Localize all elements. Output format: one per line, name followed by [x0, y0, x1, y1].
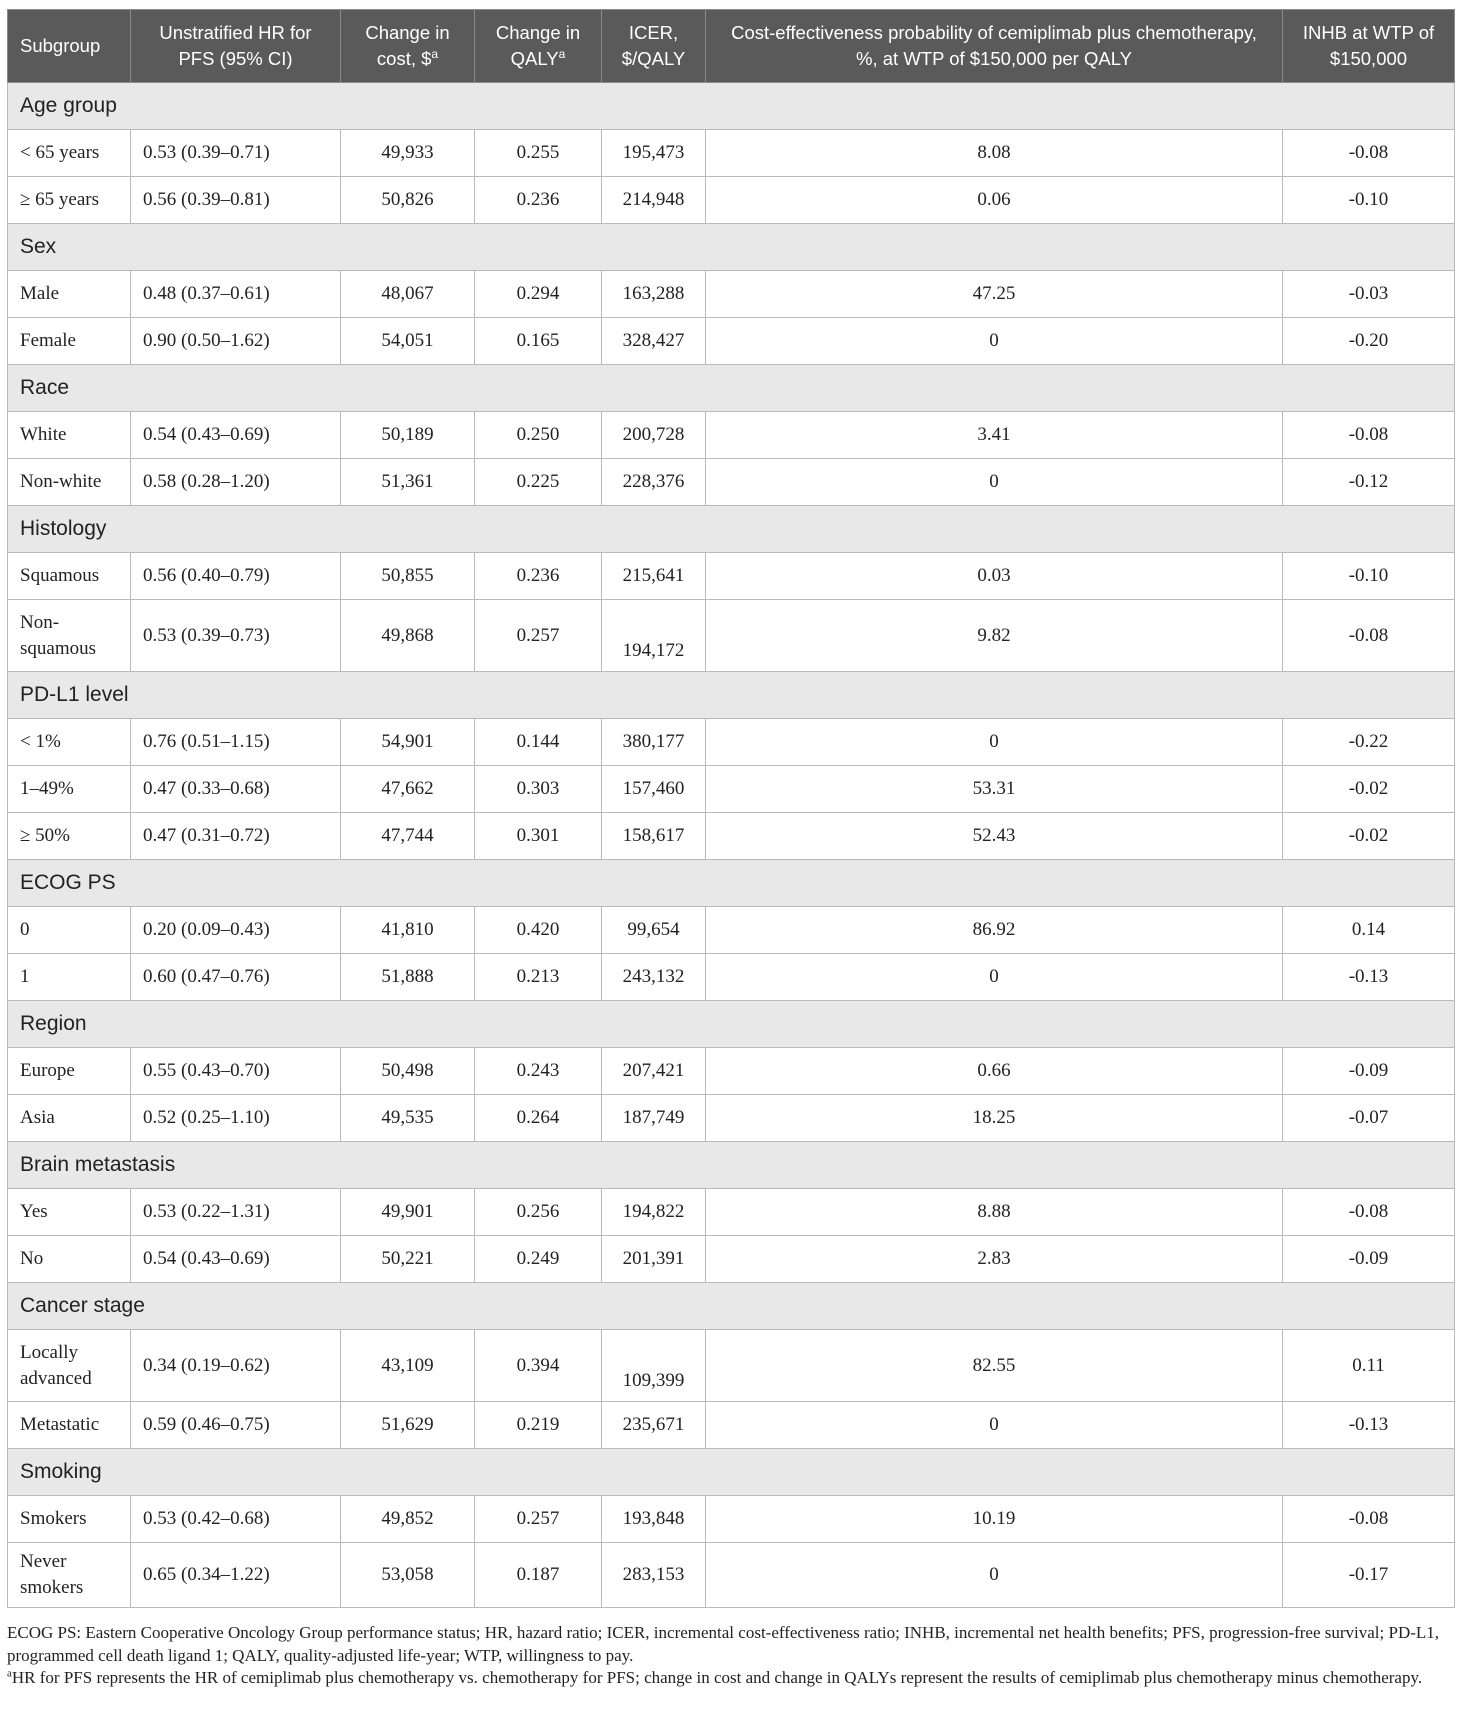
cell-qaly: 0.144: [475, 719, 602, 766]
table-row: [8, 553, 1455, 600]
cell-hr: 0.52 (0.25–1.10): [131, 1095, 341, 1142]
cell-qaly: 0.294: [475, 271, 602, 318]
cell-probability: 9.82: [706, 600, 1283, 672]
cell-qaly: 0.243: [475, 1048, 602, 1095]
group-header-row: [8, 1449, 1455, 1496]
header-cost: [341, 10, 475, 83]
cell-cost: 49,535: [341, 1095, 475, 1142]
cell-subgroup: Male: [8, 271, 131, 318]
cell-subgroup: Asia: [8, 1095, 131, 1142]
table-header: [8, 10, 1455, 83]
cell-icer: 201,391: [602, 1236, 706, 1283]
cell-subgroup: Non-white: [8, 459, 131, 506]
cell-inhb: -0.02: [1283, 813, 1455, 860]
cell-hr: 0.58 (0.28–1.20): [131, 459, 341, 506]
header-hr-text: Unstratified HR for PFS (95% CI): [159, 22, 312, 69]
cell-subgroup: Non-squamous: [8, 600, 131, 672]
cell-cost: 47,744: [341, 813, 475, 860]
cell-subgroup: No: [8, 1236, 131, 1283]
cell-qaly: 0.219: [475, 1402, 602, 1449]
cell-probability: 0: [706, 1543, 1283, 1608]
cell-hr: 0.56 (0.39–0.81): [131, 177, 341, 224]
cell-probability: 86.92: [706, 907, 1283, 954]
cell-qaly: 0.257: [475, 600, 602, 672]
cell-qaly: 0.264: [475, 1095, 602, 1142]
cell-cost: 51,888: [341, 954, 475, 1001]
cell-hr: 0.54 (0.43–0.69): [131, 412, 341, 459]
cell-subgroup: 1–49%: [8, 766, 131, 813]
cell-probability: 10.19: [706, 1496, 1283, 1543]
cell-inhb: -0.09: [1283, 1236, 1455, 1283]
cell-qaly: 0.225: [475, 459, 602, 506]
table-row: [8, 954, 1455, 1001]
table-row: [8, 318, 1455, 365]
cell-probability: 53.31: [706, 766, 1283, 813]
cell-cost: 49,901: [341, 1189, 475, 1236]
cell-probability: 3.41: [706, 412, 1283, 459]
cell-subgroup: Yes: [8, 1189, 131, 1236]
cell-cost: 54,051: [341, 318, 475, 365]
cell-hr: 0.48 (0.37–0.61): [131, 271, 341, 318]
cell-cost: 41,810: [341, 907, 475, 954]
cell-subgroup: 1: [8, 954, 131, 1001]
cell-icer: 194,822: [602, 1189, 706, 1236]
cell-cost: 49,933: [341, 130, 475, 177]
table-footnotes: [7, 1622, 1454, 1690]
cell-inhb: -0.08: [1283, 130, 1455, 177]
cell-icer: 157,460: [602, 766, 706, 813]
cell-inhb: -0.09: [1283, 1048, 1455, 1095]
cell-inhb: 0.11: [1283, 1330, 1455, 1402]
cell-probability: 0: [706, 1402, 1283, 1449]
cell-subgroup: White: [8, 412, 131, 459]
cell-cost: 54,901: [341, 719, 475, 766]
cell-subgroup: Smokers: [8, 1496, 131, 1543]
table-row: [8, 1095, 1455, 1142]
header-qaly: [475, 10, 602, 83]
cell-cost: 50,498: [341, 1048, 475, 1095]
cell-hr: 0.20 (0.09–0.43): [131, 907, 341, 954]
cell-inhb: -0.03: [1283, 271, 1455, 318]
group-title: ECOG PS: [8, 860, 1455, 907]
cell-probability: 82.55: [706, 1330, 1283, 1402]
header-cost-text: [353, 20, 462, 72]
header-qaly-text: [487, 20, 589, 72]
header-icer: [602, 10, 706, 83]
table-row: [8, 907, 1455, 954]
cell-cost: 48,067: [341, 271, 475, 318]
table-row: [8, 600, 1455, 672]
cell-subgroup: Never smokers: [8, 1543, 131, 1608]
cell-inhb: -0.08: [1283, 600, 1455, 672]
table-row: [8, 1048, 1455, 1095]
table-row: [8, 459, 1455, 506]
cell-icer: 214,948: [602, 177, 706, 224]
cell-probability: 0: [706, 954, 1283, 1001]
cell-cost: 53,058: [341, 1543, 475, 1608]
header-cost-sup: a: [431, 46, 439, 61]
cell-inhb: -0.07: [1283, 1095, 1455, 1142]
cell-hr: 0.53 (0.42–0.68): [131, 1496, 341, 1543]
cell-icer: 200,728: [602, 412, 706, 459]
table-row: [8, 412, 1455, 459]
cell-icer: 158,617: [602, 813, 706, 860]
table-row: [8, 813, 1455, 860]
cell-cost: 47,662: [341, 766, 475, 813]
cell-icer: 207,421: [602, 1048, 706, 1095]
footnote-marker: a: [7, 1667, 12, 1680]
cell-hr: 0.54 (0.43–0.69): [131, 1236, 341, 1283]
header-row: [8, 10, 1455, 83]
cell-inhb: -0.17: [1283, 1543, 1455, 1608]
subgroup-analysis-table: [7, 9, 1455, 1608]
cell-hr: 0.53 (0.22–1.31): [131, 1189, 341, 1236]
cell-qaly: 0.250: [475, 412, 602, 459]
cell-subgroup: Metastatic: [8, 1402, 131, 1449]
cell-qaly: 0.236: [475, 553, 602, 600]
cell-inhb: -0.08: [1283, 1496, 1455, 1543]
cell-subgroup: ≥ 65 years: [8, 177, 131, 224]
table-row: [8, 719, 1455, 766]
cell-icer: 215,641: [602, 553, 706, 600]
header-qaly-sup: a: [558, 46, 566, 61]
cell-hr: 0.56 (0.40–0.79): [131, 553, 341, 600]
cell-probability: 0.03: [706, 553, 1283, 600]
cell-qaly: 0.249: [475, 1236, 602, 1283]
cell-qaly: 0.255: [475, 130, 602, 177]
group-title: Race: [8, 365, 1455, 412]
header-icer-text: ICER, $/QALY: [621, 22, 686, 69]
cell-icer: 380,177: [602, 719, 706, 766]
group-header-row: [8, 1001, 1455, 1048]
cell-icer: 283,153: [602, 1543, 706, 1608]
cell-hr: 0.53 (0.39–0.71): [131, 130, 341, 177]
cell-qaly: 0.256: [475, 1189, 602, 1236]
cell-subgroup: < 1%: [8, 719, 131, 766]
group-title: Histology: [8, 506, 1455, 553]
cell-inhb: 0.14: [1283, 907, 1455, 954]
cell-cost: 50,189: [341, 412, 475, 459]
cell-hr: 0.47 (0.33–0.68): [131, 766, 341, 813]
cell-probability: 47.25: [706, 271, 1283, 318]
cell-hr: 0.65 (0.34–1.22): [131, 1543, 341, 1608]
cell-inhb: -0.10: [1283, 177, 1455, 224]
cell-qaly: 0.301: [475, 813, 602, 860]
cell-icer: 328,427: [602, 318, 706, 365]
cell-inhb: -0.10: [1283, 553, 1455, 600]
table-body: [8, 83, 1455, 1608]
table-row: [8, 1402, 1455, 1449]
group-header-row: [8, 672, 1455, 719]
cell-qaly: 0.303: [475, 766, 602, 813]
header-qaly-label: Change in QALY: [495, 22, 581, 69]
cell-icer: 99,654: [602, 907, 706, 954]
cell-cost: 49,868: [341, 600, 475, 672]
cell-cost: 51,361: [341, 459, 475, 506]
cell-qaly: 0.165: [475, 318, 602, 365]
table-row: [8, 1236, 1455, 1283]
cell-qaly: 0.257: [475, 1496, 602, 1543]
group-title: PD-L1 level: [8, 672, 1455, 719]
header-cost-label: Change in cost, $: [365, 22, 450, 69]
cell-probability: 0.06: [706, 177, 1283, 224]
cell-probability: 0: [706, 719, 1283, 766]
table-row: [8, 271, 1455, 318]
group-title: Region: [8, 1001, 1455, 1048]
cell-probability: 0: [706, 318, 1283, 365]
group-title: Sex: [8, 224, 1455, 271]
cell-subgroup: < 65 years: [8, 130, 131, 177]
group-header-row: [8, 506, 1455, 553]
cell-inhb: -0.02: [1283, 766, 1455, 813]
header-hr: [131, 10, 341, 83]
header-inhb-text: INHB at WTP of $150,000: [1302, 22, 1435, 69]
table-row: [8, 766, 1455, 813]
cell-icer: 235,671: [602, 1402, 706, 1449]
group-header-row: [8, 224, 1455, 271]
header-subgroup: Subgroup: [8, 10, 131, 83]
cell-cost: 43,109: [341, 1330, 475, 1402]
cell-probability: 2.83: [706, 1236, 1283, 1283]
cell-qaly: 0.236: [475, 177, 602, 224]
cell-cost: 50,855: [341, 553, 475, 600]
cell-qaly: 0.187: [475, 1543, 602, 1608]
cell-probability: 8.88: [706, 1189, 1283, 1236]
cell-qaly: 0.420: [475, 907, 602, 954]
footnote-note: [7, 1667, 1454, 1690]
table-row: [8, 1543, 1455, 1608]
cell-icer: 195,473: [602, 130, 706, 177]
group-header-row: [8, 1283, 1455, 1330]
header-probability: [706, 10, 1283, 83]
header-inhb: [1283, 10, 1455, 83]
cell-qaly: 0.394: [475, 1330, 602, 1402]
cell-inhb: -0.22: [1283, 719, 1455, 766]
group-title: Cancer stage: [8, 1283, 1455, 1330]
cell-subgroup: Europe: [8, 1048, 131, 1095]
cell-hr: 0.55 (0.43–0.70): [131, 1048, 341, 1095]
cell-hr: 0.60 (0.47–0.76): [131, 954, 341, 1001]
footnote-abbreviations: ECOG PS: Eastern Cooperative Oncology Group performance status; HR, hazard ratio; ICER, incremental cost-effectiveness ratio; INHB, incremental net health benefits; PFS, progression-free survival; PD-L1, programmed cell death ligand 1; QALY, quality-adjusted life-year; WTP, willingness to pay.: [7, 1623, 1440, 1665]
cell-inhb: -0.12: [1283, 459, 1455, 506]
group-title: Brain metastasis: [8, 1142, 1455, 1189]
cell-subgroup: Female: [8, 318, 131, 365]
cell-icer: 194,172: [602, 600, 706, 672]
cell-probability: 0.66: [706, 1048, 1283, 1095]
cell-qaly: 0.213: [475, 954, 602, 1001]
group-header-row: [8, 365, 1455, 412]
cell-probability: 18.25: [706, 1095, 1283, 1142]
cell-subgroup: ≥ 50%: [8, 813, 131, 860]
group-header-row: [8, 83, 1455, 130]
cell-cost: 49,852: [341, 1496, 475, 1543]
footnote-note-text: HR for PFS represents the HR of cemiplimab plus chemotherapy vs. chemotherapy for PFS; change in cost and change in QALYs represent the results of cemiplimab plus chemotherapy minus chemotherapy.: [11, 1668, 1423, 1687]
table-row: [8, 130, 1455, 177]
cell-cost: 50,826: [341, 177, 475, 224]
cell-icer: 187,749: [602, 1095, 706, 1142]
cell-probability: 8.08: [706, 130, 1283, 177]
cell-subgroup: Locally advanced: [8, 1330, 131, 1402]
cell-inhb: -0.08: [1283, 412, 1455, 459]
cell-hr: 0.34 (0.19–0.62): [131, 1330, 341, 1402]
cell-probability: 52.43: [706, 813, 1283, 860]
cell-subgroup: 0: [8, 907, 131, 954]
header-probability-text: Cost-effectiveness probability of cemiplimab plus chemotherapy, %, at WTP of $150,000 per QALY: [731, 22, 1257, 69]
cell-probability: 0: [706, 459, 1283, 506]
cell-icer: 163,288: [602, 271, 706, 318]
cell-icer: 193,848: [602, 1496, 706, 1543]
cell-icer: 228,376: [602, 459, 706, 506]
cell-hr: 0.76 (0.51–1.15): [131, 719, 341, 766]
cell-hr: 0.53 (0.39–0.73): [131, 600, 341, 672]
table-row: [8, 177, 1455, 224]
cell-hr: 0.47 (0.31–0.72): [131, 813, 341, 860]
table-row: [8, 1496, 1455, 1543]
cell-inhb: -0.20: [1283, 318, 1455, 365]
cell-inhb: -0.13: [1283, 954, 1455, 1001]
group-title: Age group: [8, 83, 1455, 130]
table-row: [8, 1330, 1455, 1402]
cell-inhb: -0.13: [1283, 1402, 1455, 1449]
table-row: [8, 1189, 1455, 1236]
cell-hr: 0.90 (0.50–1.62): [131, 318, 341, 365]
cell-cost: 51,629: [341, 1402, 475, 1449]
cell-cost: 50,221: [341, 1236, 475, 1283]
cell-icer: 243,132: [602, 954, 706, 1001]
group-title: Smoking: [8, 1449, 1455, 1496]
cell-icer: 109,399: [602, 1330, 706, 1402]
cell-hr: 0.59 (0.46–0.75): [131, 1402, 341, 1449]
cell-inhb: -0.08: [1283, 1189, 1455, 1236]
group-header-row: [8, 1142, 1455, 1189]
cell-subgroup: Squamous: [8, 553, 131, 600]
group-header-row: [8, 860, 1455, 907]
